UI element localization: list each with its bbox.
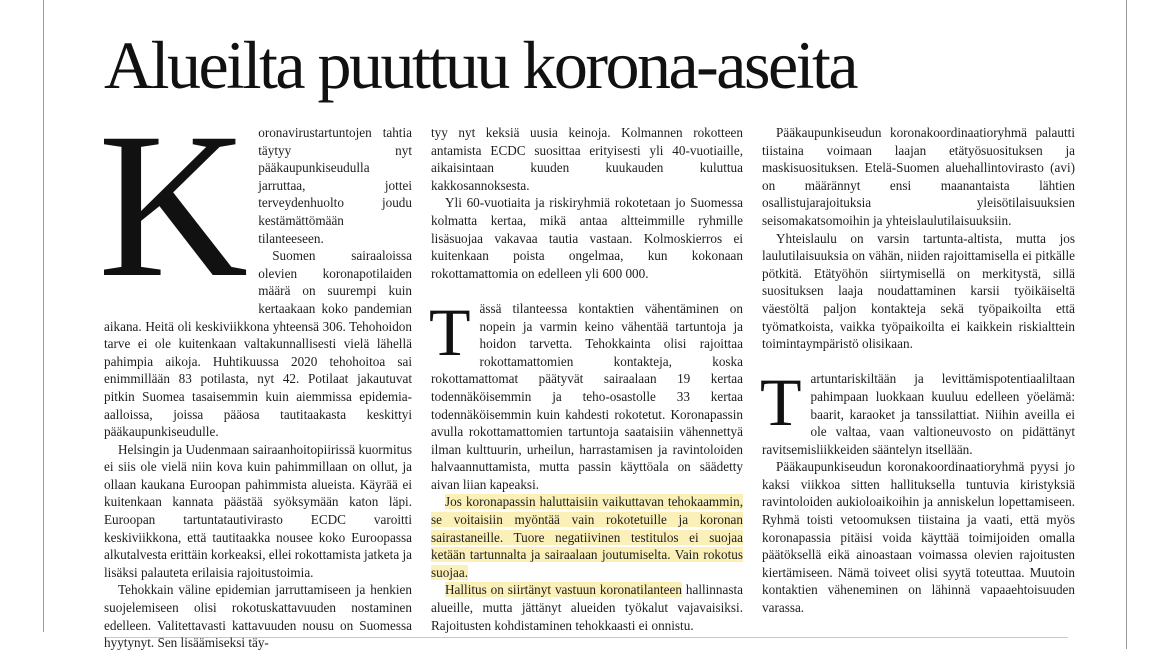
paragraph xyxy=(431,581,743,634)
paragraph: Yli 60-vuotiaita ja riskiryhmiä rokotetaan jo Suomessa kolmatta kertaa, mikä antaa altteimmille ryhmille lisäsuojaa vakavaa tautia vastaan. Kolmoskierros ei kuitenkaan poista ongelmaa, kun kokonaan rokottamattomia on edelleen yli 600 000. xyxy=(431,195,743,281)
article-column-3 xyxy=(762,124,1075,617)
paragraph-text: hallinnasta alueille, mutta jättänyt alueiden työkalut vajavaisiksi. Rajoitusten kohdistaminen tehokkaasti ei onnistu. xyxy=(431,582,743,633)
page-border-right xyxy=(1126,0,1127,649)
headline: Alueilta puuttuu korona-aseita xyxy=(104,27,857,103)
paragraph: Yhteislaulu on varsin tartunta-altista, mutta jos laulutilaisuuksia on vähän, niiden rajoittamisella ei pitkälle pötkitä. Etätyöhön siirtymisellä on merkitystä, sillä suosituksen laaja noudattaminen karsii työikäiseltä väestöltä paljon kontakteja sekä työpaikoilta että työmatkoista, vaikka työpaikoilta ei kaikkein riskialttein toimintaympäristö olisikaan. xyxy=(762,230,1075,352)
paragraph: oronavirustartuntojen tahtia täytyy nyt pääkaupunkiseudulla jarruttaa, jottei terveydenhuolto joudu kestämättömään tilanteeseen. xyxy=(258,125,412,246)
paragraph: Tehokkain väline epidemian jarruttamiseen ja henkien suojelemiseen olisi rokotuskattavuuden nostaminen edelleen. Valitettavasti kattavuuden nousu on Suomessa hyytynyt. Sen lisäämiseksi täy- xyxy=(104,582,412,651)
article-column-1 xyxy=(98,90,412,652)
paragraph: Suomen sairaaloissa olevien koronapotilaiden määrä on suurempi kuin kertaakaan koko pandemian aikana. Heitä oli keskiviikkona yhteensä 306. Tehohoidon tarve ei ole kuitenkaan valtakunnallisesti vielä lähellä pahimpia aikoja. Huhtikuussa 2020 tehohoitoa sai enimmillään 83 potilasta, nyt 42. Potilaat jakautuvat pitkin Suomea tasaisemmin kuin aiemmissa epidemia-aalloissa, joissa pääosa tautitaakasta keskittyi pääkaupunkiseudulle. xyxy=(104,248,412,440)
highlighted-paragraph xyxy=(431,493,743,581)
paragraph xyxy=(429,293,743,494)
highlighted-text[interactable]: Hallitus on siirtänyt vastuun koronatilanteen xyxy=(445,582,682,598)
paragraph-text: ässä tilanteessa kontaktien vähentäminen on nopein ja varmin keino vähentää tartuntoja ja hoidon tarvetta. Tehokkainta olisi rajoittaa rokottamattomien kontakteja, koska rokottamattomat päätyvät sairaalaan 19 kertaa todennäköisemmin ja teho-osastolle 33 kertaa todennäköisemmin kuin kahdesti rokotetut. Koronapassin avulla rokottamattomien tartuntoja saataisiin vähennettyä ilman kulttuurin, urheilun, harrastamisen ja ravintoloiden halvaannuttamista, mutta passin käyttöala on säädetty aivan liian kapeaksi. xyxy=(431,300,743,492)
paragraph-text: artuntariskiltään ja levittämispotentiaaliltaan pahimpaan luokkaan kuuluu edelleen yöelämä: baarit, karaoket ja tanssilattiat. Niihin aveilla ei ole valtaa, vaan valtioneuvosto on pidättänyt ravitsemisliikkeiden sääntelyn itsellään. xyxy=(762,371,1075,457)
paragraph: tyy nyt keksiä uusia keinoja. Kolmannen rokotteen antamista ECDC suosittaa erityisesti yli 40-vuotiaille, aikaisintaan kuuden kuukauden kuluttua kakkosannoksesta. xyxy=(431,125,743,193)
paragraph xyxy=(760,364,1075,458)
page-border-left xyxy=(43,0,44,632)
highlighted-text[interactable]: Jos koronapassin haluttaisiin vaikuttavan tehokaammin, se voitaisiin myöntää vain rokotetuille ja koronan sairastaneille. Tuore negatiivinen testitulos ei suojaa ketään tartunnalta ja sairaalaan joutumiselta. Vain rokotus suojaa. xyxy=(431,494,743,580)
drop-cap: T xyxy=(429,293,471,370)
drop-cap: T xyxy=(760,364,802,441)
paragraph: Helsingin ja Uudenmaan sairaanhoitopiirissä kuormitus ei siis ole vielä niin kova kuin pahimmillaan on ollut, ja ollaan kaukana Euroopan pahimmista alueista. Käyrää ei kuitenkaan kannata päästää syöksymään katon läpi. Euroopan tartuntatautivirasto ECDC varoitti keskiviikkona, että tautitaakka nousee koko Euroopassa alkutalvesta erittäin korkeaksi, ellei rokottamista jatketa ja lisäksi palauteta erilaisia rajoitustoimia. xyxy=(104,441,412,580)
paragraph: Pääkaupunkiseudun koronakoordinaatioryhmä pyysi jo kaksi viikkoa sitten hallituksella tuntuvia kiristyksiä ravintoloiden aukioloaikoihin ja anniskelun lopettamiseen. Ryhmä toisti vetoomuksen tiistaina ja vaati, että myös koronapassia pitäisi voida käyttää toimijoiden omalla päätöksellä eikä ainoastaan voimassa olevien rajoitusten kiertämiseen. Nämä toiveet olisi syytä toteuttaa. Muutoin kontaktien väheneminen on lähinnä vapaaehtoisuuden varassa. xyxy=(762,459,1075,616)
paragraph: Pääkaupunkiseudun koronakoordinaatioryhmä palautti tiistaina voimaan laajan etätyösuosituksen ja maskisuosituksen. Etelä-Suomen aluehallintovirasto (avi) on määrännyt ensi maanantaista lähtien osallistujarajoituksia yleisötilaisuuksien seisomakatsomoihin ja yhteislaulutilaisuuksiin. xyxy=(762,125,1075,228)
article-column-2 xyxy=(431,124,743,634)
drop-cap: K xyxy=(98,90,249,320)
